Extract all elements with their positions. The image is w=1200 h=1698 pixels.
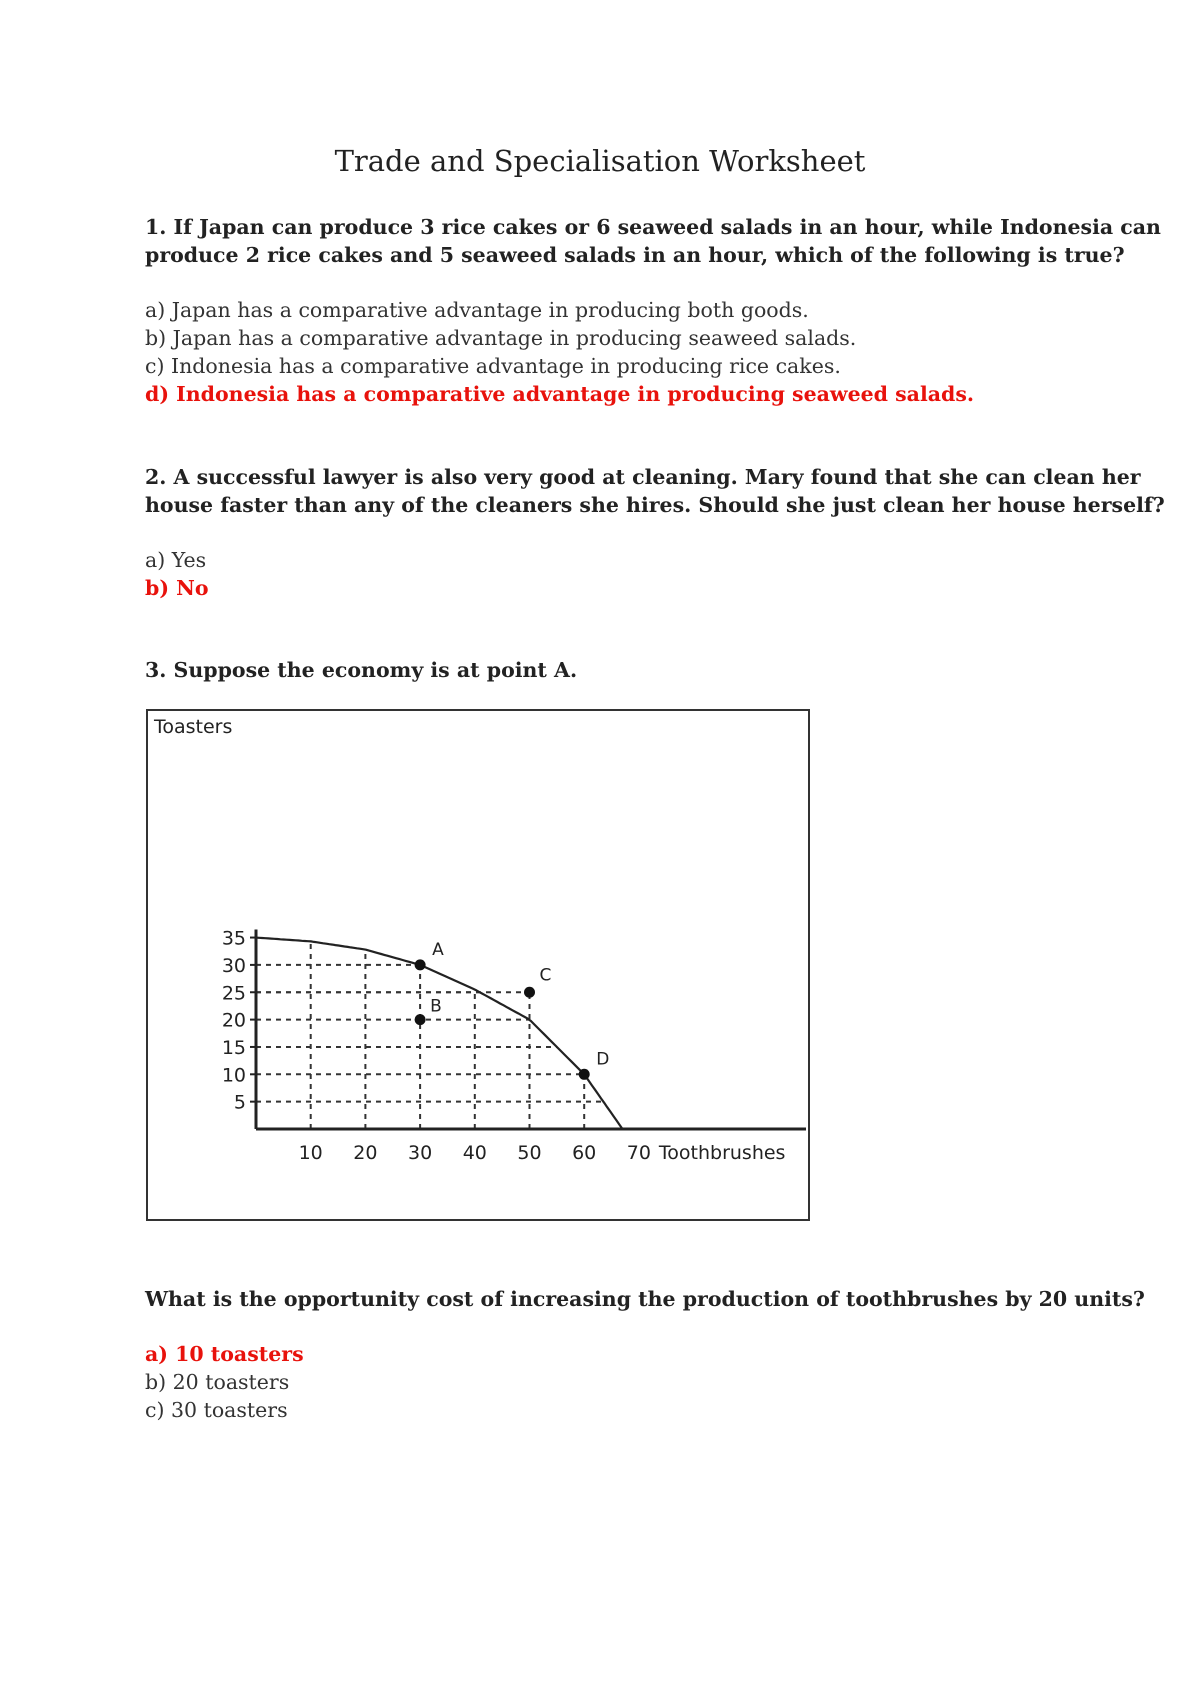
y-tick-label-5: 5 [233,1091,246,1114]
q3-option-a-correct: a) 10 toasters [145,1342,304,1366]
q3-followup: What is the opportunity cost of increasing the production of toothbrushes by 20 units? [145,1287,1145,1311]
x-tick-label-40: 40 [462,1142,487,1164]
x-tick-label-70: 70 [626,1142,651,1164]
x-tick-label-10: 10 [298,1142,323,1164]
point-label-b: B [430,996,442,1017]
x-tick-label-50: 50 [517,1142,542,1164]
x-axis-title: Toothbrushes [658,1142,786,1164]
ppf-chart-svg [148,711,808,1219]
q2-question-line1: 2. A successful lawyer is also very good at cleaning. Mary found that she can clean her [145,465,1141,489]
y-tick-label-10: 10 [221,1064,246,1087]
y-axis-title: Toasters [154,716,233,738]
q2-option-b-correct: b) No [145,576,209,600]
x-tick-label-20: 20 [353,1142,378,1164]
y-tick-label-20: 20 [221,1009,246,1032]
q2-question-line2: house faster than any of the cleaners she hires. Should she just clean her house herself? [145,493,1165,517]
point-label-c: C [539,965,552,986]
point-label-d: D [596,1049,610,1070]
ppf-chart [146,709,810,1221]
q3-option-b: b) 20 toasters [145,1370,290,1394]
point-label-a: A [432,939,444,960]
y-tick-label-30: 30 [221,954,246,977]
q1-option-d-correct: d) Indonesia has a comparative advantage in producing seaweed salads. [145,382,975,406]
q1-option-a: a) Japan has a comparative advantage in producing both goods. [145,298,809,322]
q3-option-c: c) 30 toasters [145,1398,288,1422]
y-tick-label-15: 15 [221,1036,246,1059]
q1-question-line2: produce 2 rice cakes and 5 seaweed salads in an hour, which of the following is true? [145,243,1125,267]
q1-option-b: b) Japan has a comparative advantage in producing seaweed salads. [145,326,857,350]
y-tick-label-25: 25 [221,982,246,1005]
point-a [415,959,426,970]
q3-question: 3. Suppose the economy is at point A. [145,658,578,682]
point-d [579,1069,590,1080]
point-c [524,987,535,998]
q2-option-a: a) Yes [145,548,207,572]
q1-question-line1: 1. If Japan can produce 3 rice cakes or 6 seaweed salads in an hour, while Indonesia can [145,215,1161,239]
y-tick-label-35: 35 [221,927,246,950]
x-tick-label-60: 60 [572,1142,597,1164]
q1-option-c: c) Indonesia has a comparative advantage in producing rice cakes. [145,354,841,378]
page-title: Trade and Specialisation Worksheet [334,144,866,178]
x-tick-label-30: 30 [408,1142,433,1164]
point-b [415,1014,426,1025]
